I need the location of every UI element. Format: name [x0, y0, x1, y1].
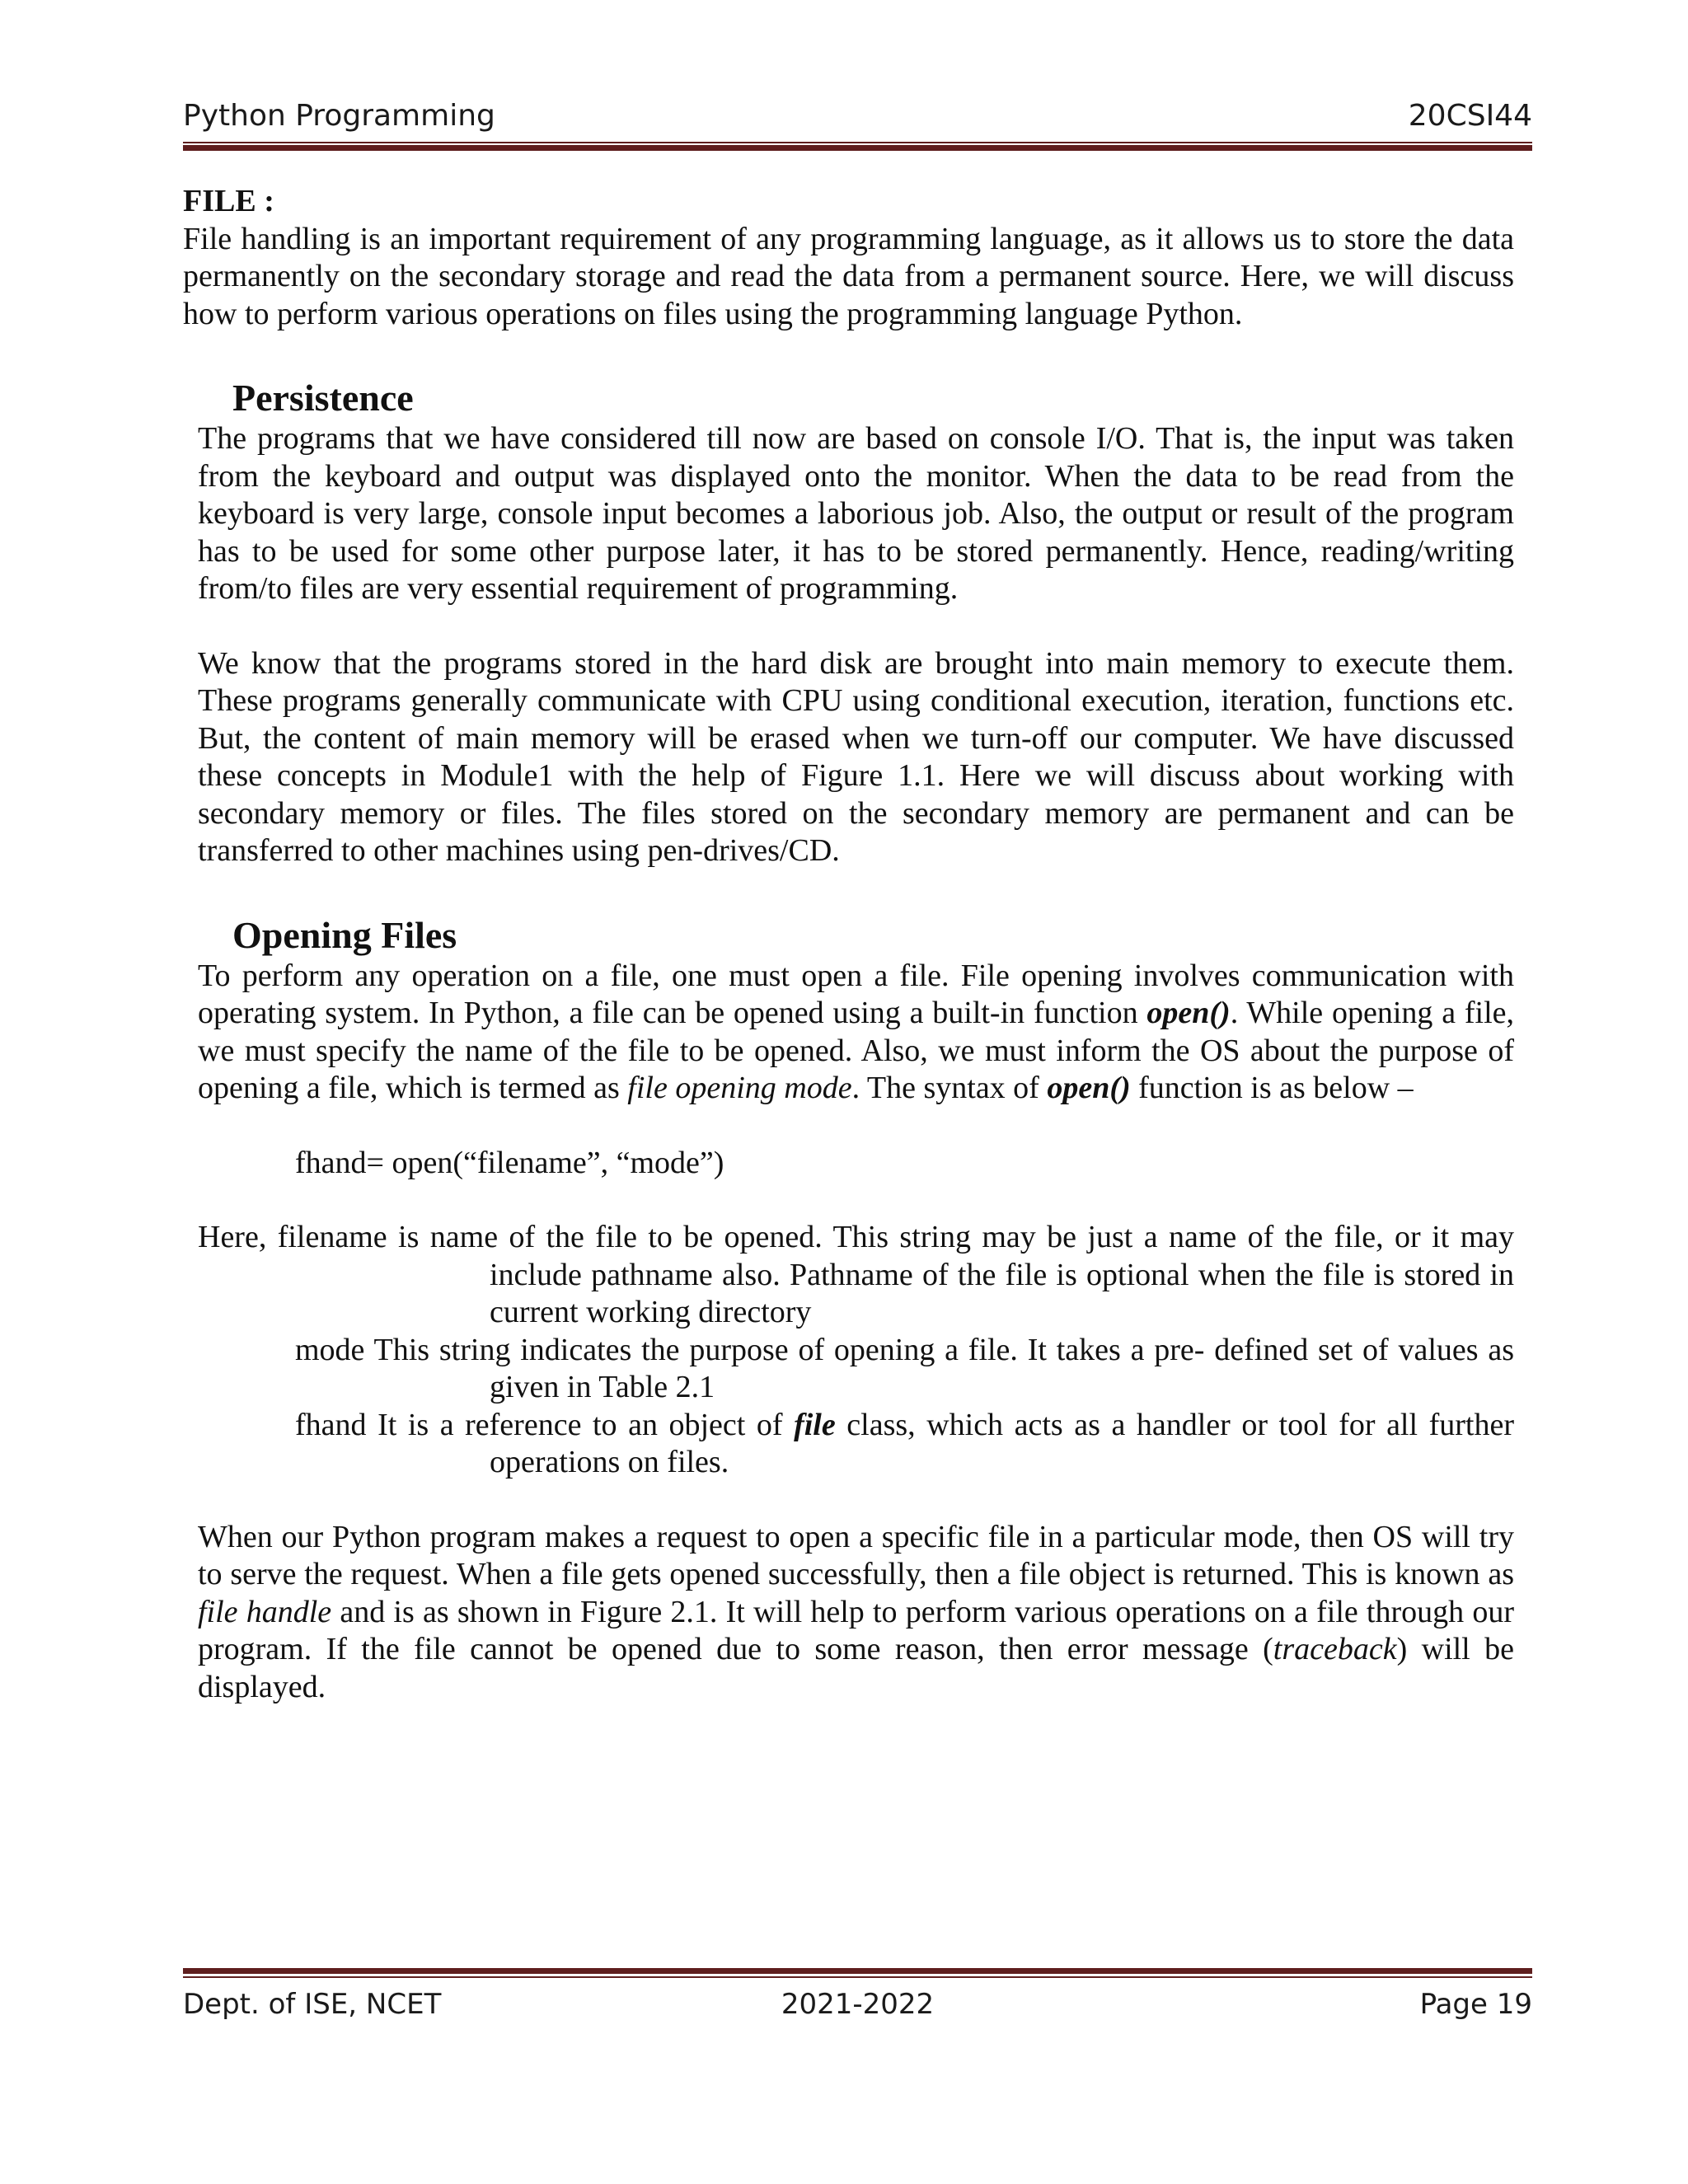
file-handle-term: file handle	[198, 1594, 332, 1629]
open-function-ref-2: open()	[1047, 1071, 1131, 1105]
persistence-paragraph-2: We know that the programs stored in the hard disk are brought into main memory to execute them. These programs generally communicate with CPU using conditional execution, iteration, functions etc. But, the content of main memory will be erased when we turn-off our computer. We have discussed these concepts in Module1 with the help of Figure 1.1. Here we will discuss about working with secondary memory or files. The files stored on the secondary memory are permanent and can be transferred to other machines using pen-drives/CD.	[198, 645, 1514, 868]
footer-rule-thick	[183, 1968, 1532, 1974]
section-title-file: FILE :	[183, 184, 274, 218]
footer-academic-year: 2021-2022	[781, 1988, 935, 2021]
page-header	[183, 99, 1532, 140]
opening-files-paragraph-1: To perform any operation on a file, one must open a file. File opening involves communication with operating system. In Python, a file can be opened using a built-in function open(). While opening a file, we must specify the name of the file to be opened. Also, we must inform the OS about the purpose of opening a file, which is termed as file opening mode. The syntax of open() function is as below –	[198, 958, 1514, 1105]
footer-rule-thin	[183, 1976, 1532, 1978]
file-intro-paragraph: File handling is an important requirement of any programming language, as it allows us to store the data permanently on the secondary storage and read the data from a permanent source. Here, we will discuss how to perform various operations on files using the programming language Python.	[183, 221, 1514, 331]
heading-persistence: Persistence	[232, 377, 414, 419]
definition-filename: Here, filename is name of the file to be opened. This string may be just a name of the file, or it may include pathname also. Pathname of the file is optional when the file is stored in current working directory	[198, 1220, 1514, 1329]
footer-page-number: Page 19	[1419, 1988, 1532, 2021]
heading-opening-files: Opening Files	[232, 913, 457, 956]
header-course-title: Python Programming	[183, 99, 495, 133]
file-opening-mode-term: file opening mode	[627, 1071, 852, 1105]
traceback-term: traceback	[1273, 1632, 1397, 1666]
definition-mode: mode This string indicates the purpose of opening a file. It takes a pre- defined set of values as given in Table 2.1	[295, 1332, 1514, 1404]
opening-files-paragraph-2: When our Python program makes a request to open a specific file in a particular mode, then OS will try to serve the request. When a file gets opened successfully, then a file object is returned. This is known as file handle and is as shown in Figure 2.1. It will help to perform various operations on a file through our program. If the file cannot be opened due to some reason, then error message (traceback) will be displayed.	[198, 1519, 1514, 1704]
open-function-ref: open()	[1146, 996, 1231, 1030]
definition-fhand: fhand It is a reference to an object of file class, which acts as a handler or tool for all further operations on files.	[295, 1407, 1514, 1479]
persistence-paragraph-1: The programs that we have considered till now are based on console I/O. That is, the input was taken from the keyboard and output was displayed onto the monitor. When the data to be read from the keyboard is very large, console input becomes a laborious job. Also, the output or result of the program has to be used for some other purpose later, it has to be stored permanently. Hence, reading/writing from/to files are very essential requirement of programming.	[198, 421, 1514, 606]
footer-department: Dept. of ISE, NCET	[183, 1988, 442, 2021]
file-class-term: file	[794, 1407, 836, 1442]
page-body	[183, 183, 1514, 1706]
header-rule-thick	[183, 145, 1532, 151]
page-footer	[183, 1988, 1532, 2029]
header-course-code: 20CSI44	[1408, 99, 1532, 133]
header-rule-thin	[183, 142, 1532, 143]
open-syntax-code: fhand= open(“filename”, “mode”)	[295, 1145, 724, 1180]
